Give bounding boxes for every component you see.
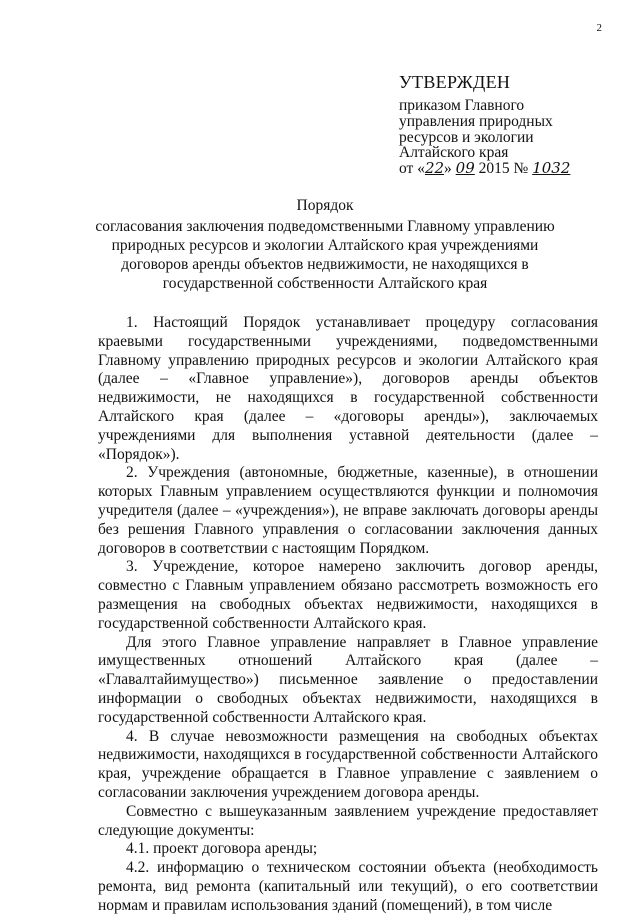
approval-block bbox=[399, 72, 599, 177]
date-prefix: от « bbox=[399, 160, 425, 178]
date-mid: » bbox=[444, 160, 452, 178]
paragraph: Совместно с вышеуказанным заявлением учреждение предоставляет следующие документы: bbox=[98, 802, 598, 839]
heading-subtitle: согласования заключения подведомственными Главному управлению природных ресурсов и экологии Алтайского края учреждениями договоров аренды объектов недвижимости, не находящихся в государственной собственности Алтайского края bbox=[95, 218, 555, 292]
document-body bbox=[98, 314, 598, 916]
heading-title: Порядок bbox=[296, 197, 354, 214]
paragraph: 1. Настоящий Порядок устанавливает процедуру согласования краевыми государственными учреждениями, подведомственными Главному управлению природных ресурсов и экологии Алтайского края (далее – «Главное управление»), договоров аренды объектов недвижимости, не находящихся в государственной собственности Алтайского края (далее – «договоры аренды»), заключаемых учреждениями для выполнения уставной деятельности (далее – «Порядок»). bbox=[98, 314, 598, 463]
paragraph: 2. Учреждения (автономные, бюджетные, казенные), в отношении которых Главным управлением осуществляются функции и полномочия учредителя (далее – «учреждения»), не вправе заключать договоры аренды без решения Главного управления о согласовании заключения данных договоров в соответствии с настоящим Порядком. bbox=[98, 464, 598, 557]
approval-line: приказом Главного bbox=[399, 97, 525, 114]
date-day-handwritten: 22 bbox=[424, 159, 445, 178]
paragraph: 4.1. проект договора аренды; bbox=[126, 840, 318, 858]
date-month-handwritten: 09 bbox=[455, 159, 475, 178]
date-year: 2015 № bbox=[478, 160, 529, 178]
page-number: 2 bbox=[596, 22, 602, 34]
paragraph: 4. В случае невозможности размещения на свободных объектах недвижимости, находящихся в государственной собственности Алтайского края, учреждение обращается в Главное управление с заявлением о согласовании заключения учреждением договора аренды. bbox=[98, 727, 598, 801]
paragraph: 4.2. информацию о техническом состоянии объекта (необходимость ремонта, вид ремонта (капитальный или текущий), о его соответствии нормам и правилам использования зданий (помещений), в том числе bbox=[98, 859, 598, 914]
document-heading bbox=[86, 196, 564, 293]
approval-title: УТВЕРЖДЕН bbox=[399, 72, 511, 92]
approval-line: Алтайского края bbox=[399, 144, 509, 162]
paragraph: Для этого Главное управление направляет в Главное управление имущественных отношений Алтайского края (далее – «Главалтайимущество») письменное заявление о предоставлении информации о свободных объектах недвижимости, находящихся в государственной собственности Алтайского края. bbox=[98, 633, 598, 726]
order-number-handwritten: 1032 bbox=[532, 159, 571, 178]
paragraph: 3. Учреждение, которое намерено заключить договор аренды, совместно с Главным управлением обязано рассмотреть возможность его размещения на свободных объектах недвижимости, находящихся в государственной собственности Алтайского края. bbox=[98, 558, 598, 632]
approval-line: управления природных bbox=[399, 112, 553, 130]
approval-line: ресурсов и экологии bbox=[399, 128, 534, 146]
approval-date bbox=[399, 161, 599, 177]
